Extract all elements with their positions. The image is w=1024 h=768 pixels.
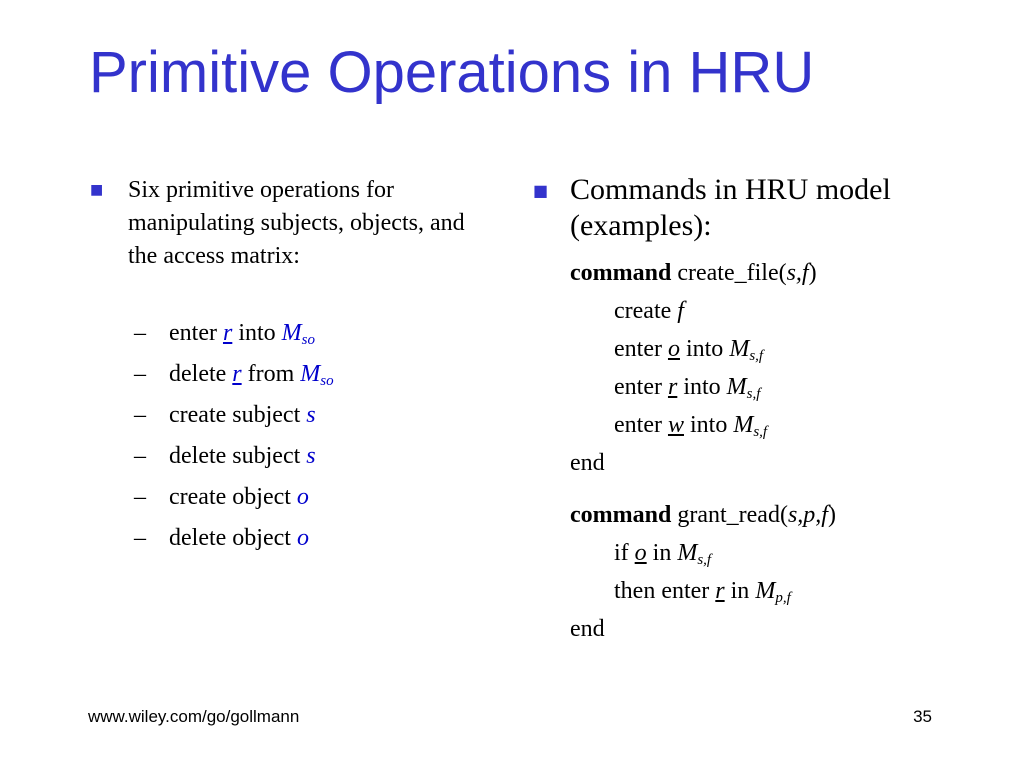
- dash-marker: –: [134, 402, 146, 428]
- list-item: – delete object o: [88, 518, 498, 559]
- command-line: enter r into $M_{s,f}$: [614, 374, 761, 402]
- page-number: 35: [913, 707, 932, 726]
- dash-marker: –: [134, 361, 146, 387]
- command-header: command grant_read(s,p,f): [570, 502, 836, 528]
- list-item: – enter r into $M_{so}$: [88, 313, 498, 354]
- right-column: [533, 172, 973, 648]
- dash-marker: –: [134, 525, 146, 551]
- right-bullet-item: [533, 172, 973, 244]
- left-column: [88, 174, 498, 559]
- dash-marker: –: [134, 443, 146, 469]
- footer-url: www.wiley.com/go/gollmann: [88, 707, 300, 726]
- command-examples: [570, 254, 973, 648]
- dash-marker: –: [134, 320, 146, 346]
- create-file-command: [570, 254, 973, 482]
- command-line: then enter r in $M_{p,f}$: [614, 578, 791, 606]
- command-end: end: [570, 450, 605, 476]
- list-item: – delete subject s: [88, 436, 498, 477]
- square-bullet-icon: ■: [90, 182, 104, 198]
- dash-marker: –: [134, 484, 146, 510]
- command-line: create f: [614, 298, 684, 324]
- command-line: enter o into $M_{s,f}$: [614, 336, 764, 364]
- command-line: if o in $M_{s,f}$: [614, 540, 712, 568]
- operations-intro: Six primitive operations for manipulating subjects, objects, and the access matrix:: [128, 177, 465, 269]
- slide-title: Primitive Operations in HRU: [89, 40, 815, 105]
- left-bullet-item: [88, 174, 498, 273]
- square-bullet-icon: ■: [533, 181, 549, 200]
- command-end: end: [570, 616, 605, 642]
- list-item: – delete r from $M_{so}$: [88, 354, 498, 395]
- operations-list: [88, 313, 498, 559]
- list-item: – create object o: [88, 477, 498, 518]
- list-item: – create subject s: [88, 395, 498, 436]
- command-header: command create_file(s,f): [570, 260, 817, 286]
- commands-heading: Commands in HRU model (examples):: [570, 173, 891, 242]
- grant-read-command: [570, 496, 973, 648]
- command-line: enter w into $M_{s,f}$: [614, 412, 768, 440]
